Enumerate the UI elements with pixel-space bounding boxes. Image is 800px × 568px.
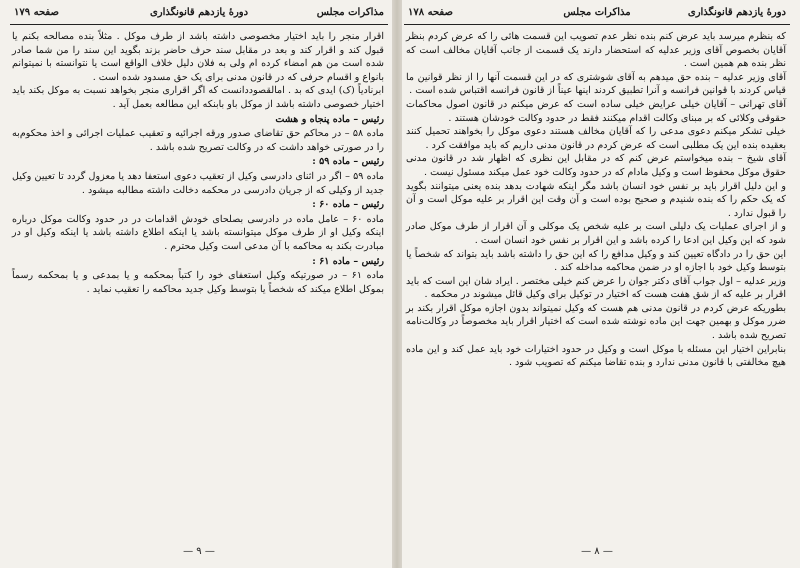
paragraph: وزیر عدلیه – اول جواب آقای دکتر جوان را عرض کنم خیلی مختصر . ایراد شان این است که باید اقرار بر علیه که از شق هفت هست که اختیار در توکیل برای وکیل قائل میشوند در محکمه . [406, 275, 786, 301]
left-page [10, 6, 388, 562]
paragraph: که بنظرم میرسد باید عرض کنم بنده نظر عدم تصویب این قسمت هائی را که عرض کردم بنظر آقایان بخصوص آقای وزیر عدلیه که استحضار دارند یک قسمت از جانب آقایان مخالف است که نظر بنده هم همین است . [406, 31, 786, 70]
right-page-header [404, 6, 790, 22]
left-header-rule [10, 24, 388, 25]
speaker-label: رئیس – ماده ۵۹ : [312, 156, 384, 168]
paragraph: آقای وزیر عدلیه – بنده حق میدهم به آقای شوشتری که در این قسمت آنها را از نظر قوانین ما قیاس کردند با قوانین فرانسه و آنرا تطبیق کردند اینها عیناً از قانون فرانسه اقتباس شده است . [406, 71, 786, 97]
left-page-body [12, 30, 384, 542]
article-58: ماده ۵۸ – در محاکم حق تقاضای صدور ورقه اجرائیه و تعقیب عملیات اجرائی و اخذ محکوم‌به را در صورتی خواهد داشت که در وکالت تصریح شده باشد . [12, 128, 384, 153]
paragraph: خیلی تشکر میکنم دعوی مدعی را که آقایان مخالف هستند دعوی موکل را بخواهند تحمیل کنند بعقیده بنده این یک مطلبی است که عرض کردم در قانون مدنی داریم که باید موافقت کرد . [406, 126, 786, 151]
right-page-body [406, 30, 786, 542]
paragraph: بنابراین اختیار این مسئله با موکل است و وکیل در حدود اختیارات خود باید عمل کند و این ماده هیچ مخالفتی با قانون مدنی ندارد و بنده تقاضا میکنم که تصویب شود . [406, 343, 786, 369]
paragraph: آقای تهرانی – آقایان خیلی عرایض خیلی ساده است که عرض میکنم در قانون اصول محاکمات حقوقی وکلائی که بر مبنای وکالت اقدام میکنند فقط در حدود وکالت خودشان هستند . [406, 98, 786, 124]
left-header-page-number: صفحه ۱۷۹ [14, 7, 59, 18]
right-header-rule [404, 24, 790, 25]
paragraph: آقای شیخ – بنده میخواستم عرض کنم که در مقابل این نظری که اظهار شد در قانون مدنی حقوق موکل محفوظ است و وکیل مادام که در حدود وکالت خود عمل میکند مسئول نیست . [406, 153, 786, 178]
left-header-journal: مذاکرات مجلس [316, 7, 384, 18]
speaker-label: رئیس – ماده ۶۱ : [312, 255, 384, 267]
book-gutter [392, 0, 402, 568]
paragraph: و از اجرای عملیات یک دلیلی است بر علیه شخص یک موکلی و آن اقرار از طرف موکل صادر شود که این وکیل این ادعا را کرده باشد و این اقرار بر نفس خود انسان است . [406, 221, 786, 246]
right-header-page-number: صفحه ۱۷۸ [408, 7, 453, 18]
right-header-session: دورهٔ یازدهم قانونگذاری [687, 7, 786, 18]
left-page-footer: — ۹ — [183, 546, 215, 557]
right-page [404, 6, 790, 562]
right-header-journal: مذاکرات مجلس [563, 7, 631, 18]
paragraph: اقرار منجر را باید اختیار مخصوصی داشته باشد از طرف موکل . مثلاً بنده مصالحه بکنم یا قبول کند و اقرار کند و بعد در مقابل سند حرف حاضر بزند بگوید این سند را من شما صادر شده است من هم امضاء کرده ام ولی به فلان دلیل خلاف الواقع است یا نتوانسته با نمیتوانم بانواع و اقسام حرفی که در قانون مدنی برای یک حق مسدود شده است . [12, 31, 384, 83]
left-header-session: دورهٔ یازدهم قانونگذاری [149, 7, 249, 18]
paragraph: و این دلیل اقرار باید بر نفس خود انسان باشد مگر اینکه شهادت بدهد بنده یعنی میتوانند بگوید که یک حکم را که بنده شنیدم و صحیح بوده است و آن وقت این اقرار بر علیه موکل است و آن را قبول ندارد . [406, 180, 786, 219]
right-page-footer: — ۸ — [581, 546, 613, 557]
paragraph: ابرنادیاً (ک) ایدی که بد . امالقصوددانست که اگر اقراری منجر بخواهد نسبت به موکل بکند باید اختیار خصوصی داشته باشد از موکل باو بابنکه این مطالعه بعمل آید . [12, 85, 384, 110]
paragraph: بطوریکه عرض کردم در قانون مدنی هم هست که وکیل نمیتواند بدون اجازه موکل اقرار بکند بر ضرر موکل و بهمین جهت این ماده نوشته شده است که اختیار اقرار باید مخصوصاً در وکالت‌نامه تصریح شده باشد . [406, 302, 786, 342]
article-61: ماده ۶۱ – در صورتیکه وکیل استعفای خود را کتباً بمحکمه و یا بمدعی و یا بمحکمه رسماً بموکل اطلاع میکند که شخصاً یا بتوسط وکیل جدید محاکمه را تعقیب نماید . [12, 270, 384, 295]
speaker-label: رئیس – ماده پنجاه و هشت [275, 113, 384, 125]
article-60: ماده ۶۰ – عامل ماده در دادرسی بصلحای خودش اقدامات در در حدود وکالت موکل درباره اینکه وکیل او از طرف موکل میتوانسته باشد یا اینکه اطلاع داشته باشد یا اینکه وکیل او در مبادرت بکند به محاکمه با آن مدعی است وکیل محترم . [12, 213, 384, 252]
paragraph: این حق را در دادگاه تعیین کند و وکیل مدافع را که این حق را داشته باشد باید بتواند که شخصاً یا بتوسط وکیل خود با اجازه او در ضمن محاکمه مداخله کند . [406, 248, 786, 274]
speaker-label: رئیس – ماده ۶۰ : [312, 199, 384, 211]
left-page-header [10, 6, 388, 22]
article-59: ماده ۵۹ – اگر در اثنای دادرسی وکیل از تعقیب دعوی استعفا دهد یا معزول گردد تا تعیین وکیل جدید از وکیلی که از جریان دادرسی در محکمه دخالت داشته مطالبه میشود . [12, 170, 384, 196]
